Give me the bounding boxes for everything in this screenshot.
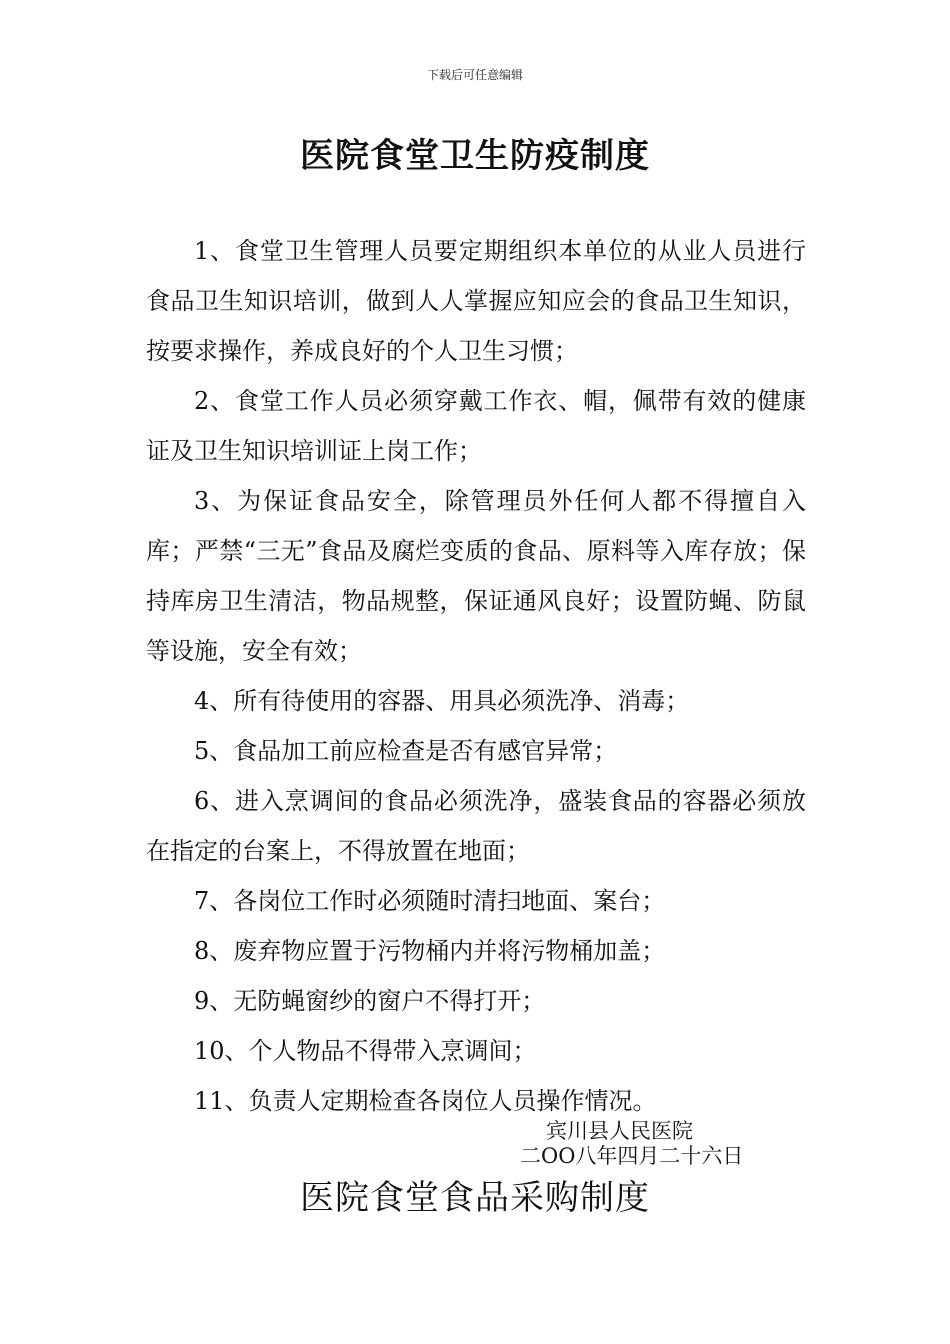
signature-organization: 宾川县人民医院 <box>546 1119 693 1143</box>
document-body <box>146 226 806 1126</box>
rule-item-2: 2、食堂工作人员必须穿戴工作衣、帽，佩带有效的健康证及卫生知识培训证上岗工作； <box>146 387 806 465</box>
signature-block <box>520 1119 800 1169</box>
rule-item-1: 1、食堂卫生管理人员要定期组织本单位的从业人员进行食品卫生知识培训，做到人人掌握应知应会的食品卫生知识，按要求操作，养成良好的个人卫生习惯； <box>146 237 806 365</box>
rule-item-7: 7、各岗位工作时必须随时清扫地面、案台； <box>194 887 666 915</box>
rule-item-9: 9、无防蝇窗纱的窗户不得打开； <box>194 987 546 1015</box>
rule-item-3: 3、为保证食品安全，除管理员外任何人都不得擅自入库；严禁“三无”食品及腐烂变质的食品、原料等入库存放；保持库房卫生清洁，物品规整，保证通风良好；设置防蝇、防鼠等设施，安全有效； <box>146 487 806 665</box>
rule-item-6: 6、进入烹调间的食品必须洗净，盛装食品的容器必须放在指定的台案上，不得放置在地面； <box>146 787 806 865</box>
rule-item-11: 11、负责人定期检查各岗位人员操作情况。 <box>194 1087 657 1115</box>
rule-item-5: 5、食品加工前应检查是否有感官异常； <box>194 737 618 765</box>
header-note: 下载后可任意编辑 <box>426 68 523 82</box>
signature-date: 二OO八年四月二十六日 <box>520 1144 744 1168</box>
document-title: 医院食堂卫生防疫制度 <box>300 136 650 176</box>
next-section-title: 医院食堂食品采购制度 <box>300 1178 650 1218</box>
rule-item-10: 10、个人物品不得带入烹调间； <box>194 1037 537 1065</box>
rule-item-4: 4、所有待使用的容器、用具必须洗净、消毒； <box>194 687 690 715</box>
rule-item-8: 8、废弃物应置于污物桶内并将污物桶加盖； <box>194 937 666 965</box>
